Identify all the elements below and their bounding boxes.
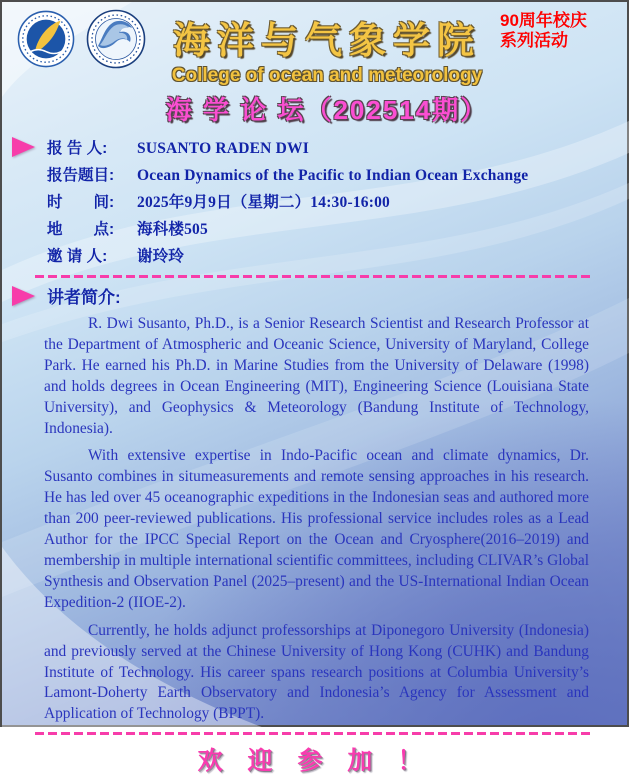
time-label: 时 间: bbox=[47, 194, 115, 211]
inviter-value: 谢玲玲 bbox=[137, 248, 185, 265]
seminar-info bbox=[2, 136, 627, 271]
topic-label: 报告题目: bbox=[47, 167, 115, 184]
forum-title: 海 学 论 坛（202514期） bbox=[165, 95, 489, 125]
bio-paragraph-1: R. Dwi Susanto, Ph.D., is a Senior Research Scientist and Research Professor at the Department of Atmospheric and Oceanic Science, University of Maryland, College Park. He earned his Ph.D. in Marine Studies from the University of Delaware (1998) and holds degrees in Ocean Engineering (MIT), Engineering Science (Louisiana State University), and Geophysics & Meteorology (Bandung Institute of Technology, Indonesia). bbox=[44, 315, 589, 437]
info-row-speaker bbox=[47, 136, 627, 163]
university-logo bbox=[17, 10, 75, 68]
college-name-english: College of ocean and meteorology bbox=[171, 65, 483, 86]
speaker-value: SUSANTO RADEN DWI bbox=[137, 140, 309, 157]
welcome-message: 欢 迎 参 加 ！ bbox=[197, 747, 432, 776]
college-logo bbox=[86, 9, 146, 69]
divider-dashed-top bbox=[35, 275, 591, 278]
bio-paragraphs bbox=[2, 314, 627, 725]
time-value: 2025年9月9日（星期二）14:30-16:00 bbox=[137, 194, 390, 211]
bio-paragraph-3: Currently, he holds adjunct professorships at Diponegoro University (Indonesia) and previously served at the Chinese University of Hong Kong (CUHK) and Bandung Institute of Technology. His career spans research positions at Columbia University’s Lamont-Doherty Earth Observatory and Indonesia’s Agency for Assessment and Application of Technology (BPPT). bbox=[44, 621, 589, 723]
speaker-bio-section bbox=[2, 283, 627, 725]
triangle-bullet-icon bbox=[12, 286, 35, 306]
topic-value: Ocean Dynamics of the Pacific to Indian Ocean Exchange bbox=[137, 167, 529, 184]
college-name-chinese: 海洋与气象学院 bbox=[173, 20, 481, 61]
anniversary-badge-line2: 系列活动 bbox=[500, 31, 568, 50]
info-row-location bbox=[47, 217, 627, 244]
triangle-bullet-icon bbox=[12, 137, 35, 157]
info-row-time bbox=[47, 190, 627, 217]
info-row-topic bbox=[47, 163, 627, 190]
location-value: 海科楼505 bbox=[137, 221, 208, 238]
info-row-inviter bbox=[47, 244, 627, 271]
anniversary-badge-line1: 90周年校庆 bbox=[500, 11, 587, 30]
bio-paragraph-2: With extensive expertise in Indo-Pacific ocean and climate dynamics, Dr. Susanto combines in situmeasurements and remote sensing approaches in his research. He has led over 45 oceanographic expeditions in the Indonesian seas and authored more than 200 peer-reviewed publications. His professional service includes roles as a Lead Author for the IPCC Special Report on the Ocean and Cryosphere(2016–2019) and membership in multiple international scientific committees, including CLIVAR’s Global Synthesis and Observation Panel (2025–present) and the US-International Indian Ocean Expedition-2 (IIOE-2). bbox=[44, 447, 589, 611]
anniversary-badge bbox=[500, 11, 622, 51]
divider-dashed-bottom bbox=[35, 732, 591, 735]
inviter-label: 邀 请 人: bbox=[47, 248, 108, 265]
speaker-label: 报 告 人: bbox=[47, 140, 108, 157]
location-label: 地 点: bbox=[47, 221, 115, 238]
bio-heading: 讲者简介: bbox=[47, 288, 121, 307]
